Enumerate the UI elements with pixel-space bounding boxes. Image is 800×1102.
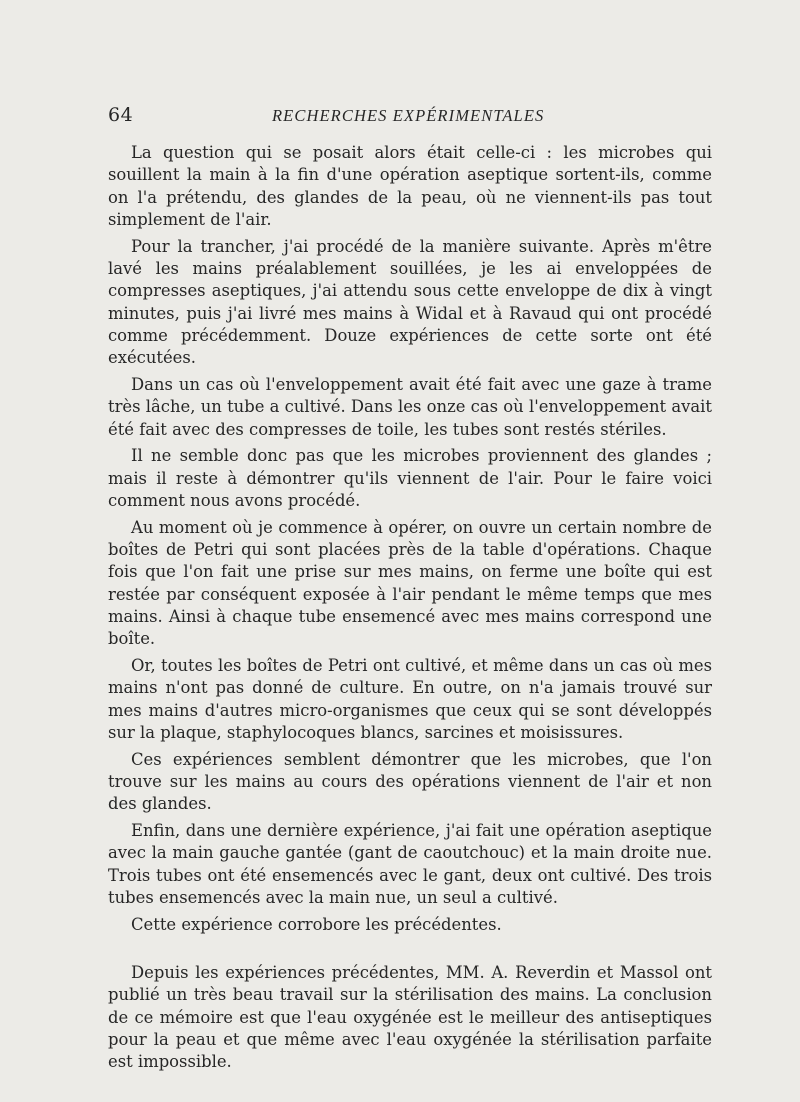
running-title: RECHERCHES EXPÉRIMENTALES bbox=[272, 106, 545, 125]
paragraph: La question qui se posait alors était celle-ci : les microbes qui souillent la main à la fin d'une opération aseptique sortent-ils, comme on l'a prétendu, des glandes de la peau, où ne viennent-ils pas tout simplement de l'air. bbox=[108, 143, 712, 229]
body-text bbox=[108, 142, 712, 1078]
page-number: 64 bbox=[108, 104, 134, 126]
paragraph: Enfin, dans une dernière expérience, j'ai fait une opération aseptique avec la main gauche gantée (gant de caoutchouc) et la main droite nue. Trois tubes ont été ensemencés avec le gant, deux ont cultivé. Des trois tubes ensemencés avec la main nue, un seul a cultivé. bbox=[108, 821, 712, 907]
paragraph: Ces expériences semblent démontrer que les microbes, que l'on trouve sur les mains au cours des opérations viennent de l'air et non des glandes. bbox=[108, 749, 712, 814]
paragraph: Il ne semble donc pas que les microbes proviennent des glandes ; mais il reste à démontrer qu'ils viennent de l'air. Pour le faire voici comment nous avons procédé. bbox=[108, 446, 712, 510]
paragraph: Pour la trancher, j'ai procédé de la manière suivante. Après m'être lavé les mains préalablement souillées, je les ai enveloppées de compresses aseptiques, j'ai attendu sous cette enveloppe de dix à vingt minutes, puis j'ai livré mes mains à Widal et à Ravaud qui ont procédé comme précédemment. Douze expériences de cette sorte ont été exécutées. bbox=[108, 236, 712, 368]
paragraph: Depuis les expériences précédentes, MM. A. Reverdin et Massol ont publié un très beau travail sur la stérilisation des mains. La conclusion de ce mémoire est que l'eau oxygénée est le meilleur des antiseptiques pour la peau et que même avec l'eau oxygénée la stérilisation parfaite est impossible. bbox=[108, 963, 712, 1072]
paragraph: Or, toutes les boîtes de Petri ont cultivé, et même dans un cas où mes mains n'ont pas donné de culture. En outre, on n'a jamais trouvé sur mes mains d'autres micro-organismes que ceux qui se sont développés sur la plaque, staphylocoques blancs, sarcines et moisissures. bbox=[108, 656, 712, 742]
paragraph: Cette expérience corrobore les précédentes. bbox=[131, 914, 502, 934]
paragraph: Au moment où je commence à opérer, on ouvre un certain nombre de boîtes de Petri qui sont placées près de la table d'opérations. Chaque fois que l'on fait une prise sur mes mains, on ferme une boîte qui est restée par conséquent exposée à l'air pendant le même temps que mes mains. Ainsi à chaque tube ensemencé avec mes mains correspond une boîte. bbox=[108, 517, 712, 649]
page-header bbox=[0, 104, 800, 130]
paragraph: Dans un cas où l'enveloppement avait été fait avec une gaze à trame très lâche, un tube a cultivé. Dans les onze cas où l'enveloppement avait été fait avec des compresses de toile, les tubes sont restés stériles. bbox=[108, 374, 712, 439]
